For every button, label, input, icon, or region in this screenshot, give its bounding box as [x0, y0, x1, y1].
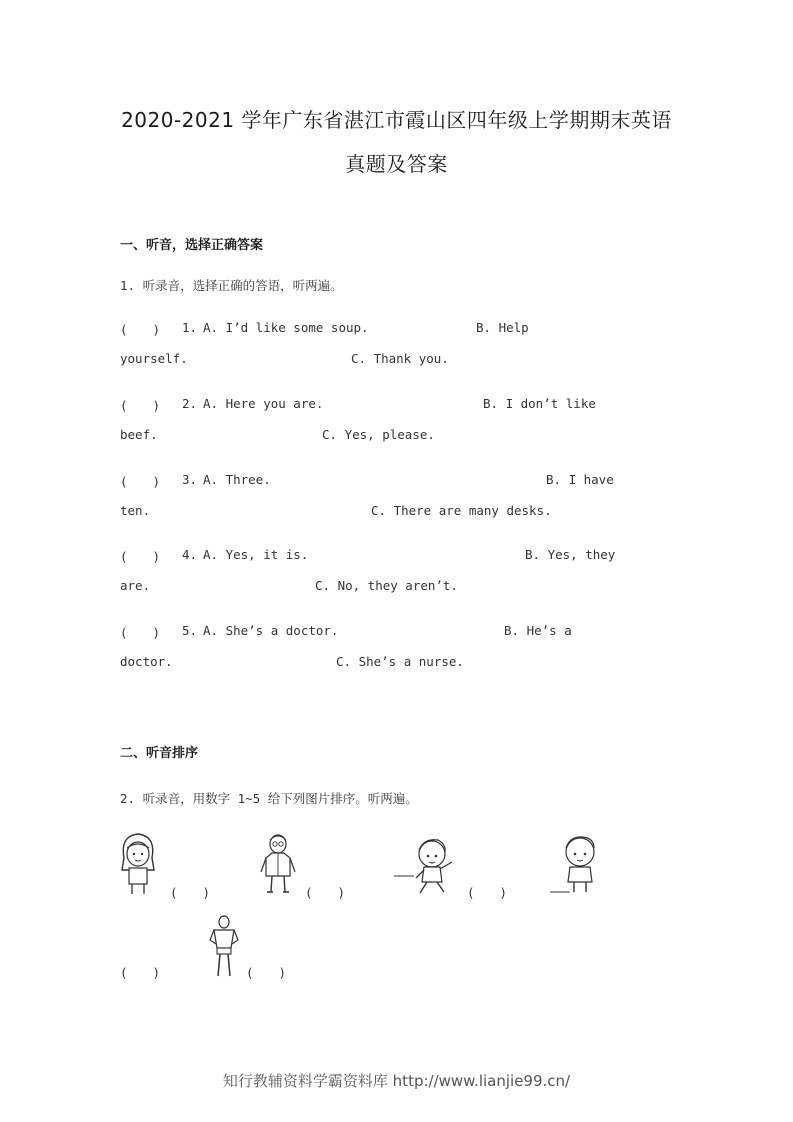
old-man-icon [258, 832, 298, 896]
strong-man-icon [208, 914, 240, 980]
picture-4-blank: ( ) [120, 965, 161, 980]
answer-blank: ( ) [120, 625, 161, 640]
option-b-continued: yourself. [120, 351, 188, 366]
option-b: B. He’s a [504, 623, 572, 638]
picture-1-blank: ( ) [170, 885, 211, 900]
option-c: C. Thank you. [351, 351, 449, 366]
picture-3-blank: ( ) [467, 885, 508, 900]
option-c: C. Yes, please. [322, 427, 435, 442]
page-title-line-1: 2020-2021 学年广东省湛江市霞山区四年级上学期期末英语 [121, 108, 672, 132]
option-a: A. Yes, it is. [203, 547, 309, 562]
option-b: B. Yes, they [525, 547, 616, 562]
option-b: B. Help [476, 320, 529, 335]
option-a: A. I’d like some soup. [203, 320, 369, 335]
option-b: B. I have [546, 472, 614, 487]
picture-2-blank: ( ) [305, 885, 346, 900]
option-b-continued: are. [120, 578, 151, 593]
answer-blank: ( ) [120, 322, 161, 337]
running-boy-icon [392, 836, 460, 896]
footer-watermark: 知行教辅资料学霸资料库 http://www.lianjie99.cn/ [222, 1072, 571, 1090]
option-a: A. Three. [203, 472, 271, 487]
option-b-continued: beef. [120, 427, 158, 442]
section-1-heading: 一、听音，选择正确答案 [120, 238, 264, 253]
option-a: A. Here you are. [203, 396, 324, 411]
girl-icon [116, 830, 160, 896]
page-title-line-2: 真题及答案 [345, 152, 448, 176]
option-b-continued: ten. [120, 503, 151, 518]
section-1-instruction: 1. 听录音，选择正确的答语，听两遍。 [120, 278, 343, 293]
option-c: C. There are many desks. [371, 503, 552, 518]
question-number: 2. [182, 396, 198, 411]
boy-icon [548, 834, 612, 896]
answer-blank: ( ) [120, 398, 161, 413]
option-b-continued: doctor. [120, 654, 173, 669]
answer-blank: ( ) [120, 474, 161, 489]
question-number: 1. [182, 320, 198, 335]
question-number: 3. [182, 472, 198, 487]
answer-blank: ( ) [120, 549, 161, 564]
option-c: C. She’s a nurse. [336, 654, 464, 669]
section-2-heading: 二、听音排序 [120, 746, 199, 761]
section-2-instruction: 2. 听录音，用数字 1~5 给下列图片排序。听两遍。 [120, 791, 418, 806]
picture-5-blank: ( ) [246, 965, 287, 980]
option-c: C. No, they aren’t. [315, 578, 458, 593]
question-number: 5. [182, 623, 198, 638]
option-b: B. I don’t like [483, 396, 596, 411]
question-number: 4. [182, 547, 198, 562]
option-a: A. She’s a doctor. [203, 623, 339, 638]
